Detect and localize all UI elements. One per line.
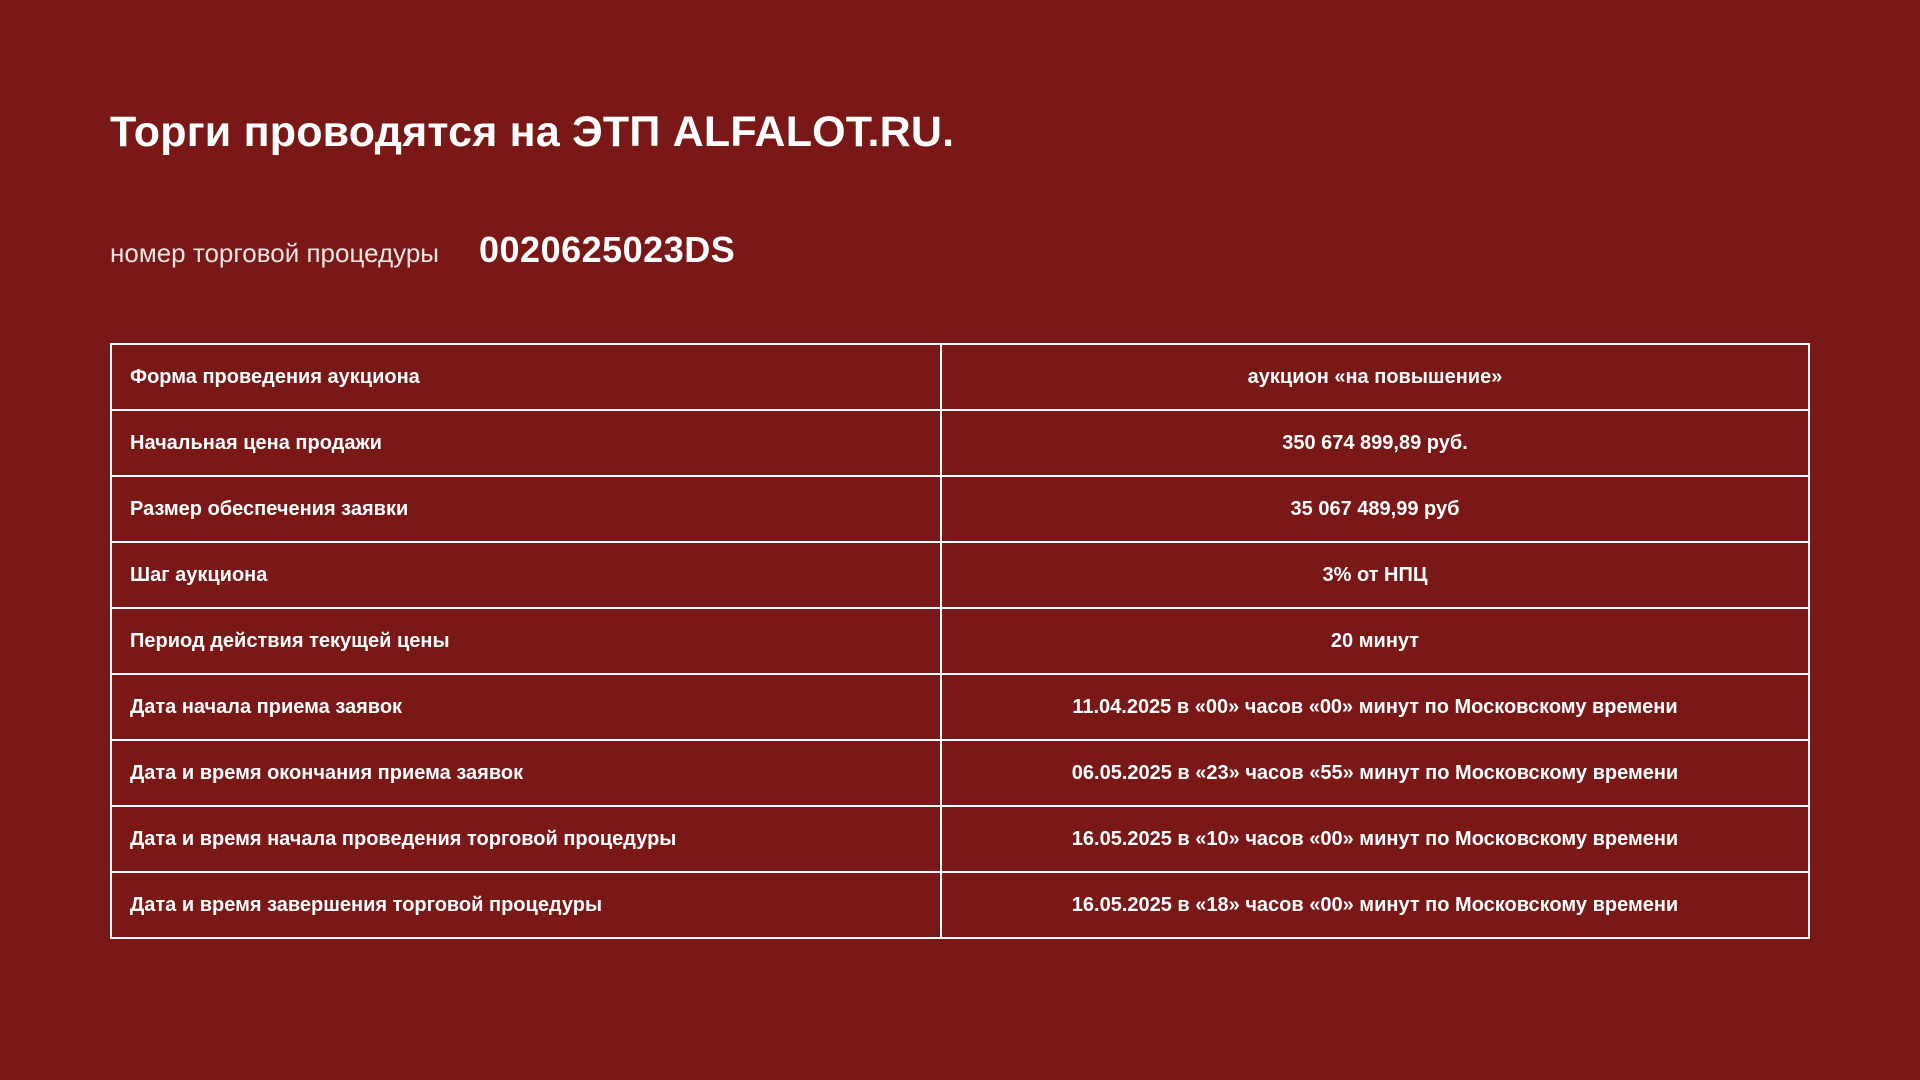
table-cell-value: аукцион «на повышение» (941, 344, 1809, 410)
table-row (111, 608, 1809, 674)
table-row (111, 542, 1809, 608)
table-cell-value: 35 067 489,99 руб (941, 476, 1809, 542)
table-cell-label: Размер обеспечения заявки (111, 476, 941, 542)
table-cell-label: Форма проведения аукциона (111, 344, 941, 410)
table-row (111, 344, 1809, 410)
table-row (111, 476, 1809, 542)
table-cell-value: 20 минут (941, 608, 1809, 674)
table-cell-value: 06.05.2025 в «23» часов «55» минут по Московскому времени (941, 740, 1809, 806)
table-row (111, 872, 1809, 938)
table-cell-label: Начальная цена продажи (111, 410, 941, 476)
page-title: Торги проводятся на ЭТП ALFALOT.RU. (110, 108, 955, 156)
procedure-number-value: 0020625023DS (479, 229, 736, 270)
auction-details-table-wrapper (110, 343, 1810, 939)
table-row (111, 674, 1809, 740)
table-cell-label: Дата и время окончания приема заявок (111, 740, 941, 806)
table-row (111, 410, 1809, 476)
table-cell-value: 3% от НПЦ (941, 542, 1809, 608)
table-cell-value: 350 674 899,89 руб. (941, 410, 1809, 476)
procedure-number-label: номер торговой процедуры (110, 238, 439, 268)
table-cell-label: Период действия текущей цены (111, 608, 941, 674)
auction-details-table (110, 343, 1810, 939)
table-cell-label: Шаг аукциона (111, 542, 941, 608)
procedure-number-line (110, 229, 1810, 271)
auction-details-table-body (111, 344, 1809, 938)
table-cell-value: 16.05.2025 в «10» часов «00» минут по Московскому времени (941, 806, 1809, 872)
table-row (111, 740, 1809, 806)
table-cell-value: 11.04.2025 в «00» часов «00» минут по Московскому времени (941, 674, 1809, 740)
table-cell-value: 16.05.2025 в «18» часов «00» минут по Московскому времени (941, 872, 1809, 938)
table-cell-label: Дата и время начала проведения торговой процедуры (111, 806, 941, 872)
table-row (111, 806, 1809, 872)
table-cell-label: Дата начала приема заявок (111, 674, 941, 740)
table-cell-label: Дата и время завершения торговой процедуры (111, 872, 941, 938)
